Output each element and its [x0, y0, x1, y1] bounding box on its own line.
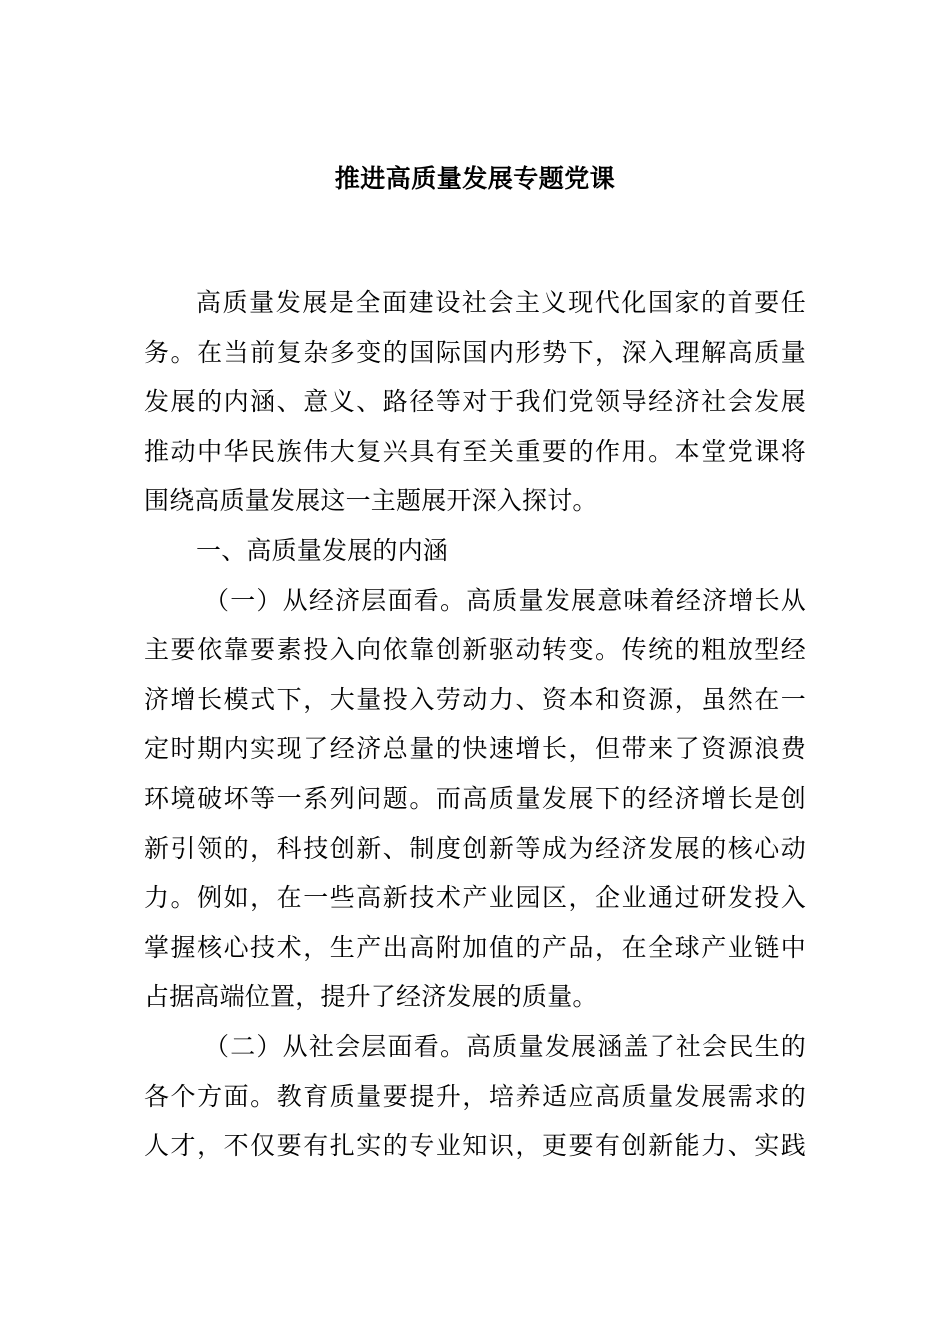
paragraph-line: 务。在当前复杂多变的国际国内形势下，深入理解高质量	[144, 337, 806, 367]
paragraph-line: 济增长模式下，大量投入劳动力、资本和资源，虽然在一	[144, 684, 806, 714]
paragraph-line: 环境破坏等一系列问题。而高质量发展下的经济增长是创	[144, 783, 806, 813]
paragraph-line: 各个方面。教育质量要提升，培养适应高质量发展需求的	[144, 1081, 806, 1111]
paragraph-line: 发展的内涵、意义、路径等对于我们党领导经济社会发展	[144, 387, 806, 417]
paragraph-line: 力。例如，在一些高新技术产业园区，企业通过研发投入	[144, 883, 806, 913]
document-title: 推进高质量发展专题党课	[334, 164, 616, 193]
paragraph-line: （二）从社会层面看。高质量发展涵盖了社会民生的	[204, 1031, 806, 1061]
paragraph-line: 围绕高质量发展这一主题展开深入探讨。	[144, 486, 598, 516]
paragraph-line: 定时期内实现了经济总量的快速增长，但带来了资源浪费	[144, 734, 806, 764]
paragraph-line: 人才，不仅要有扎实的专业知识，更要有创新能力、实践	[144, 1131, 806, 1161]
paragraph-line: 新引领的，科技创新、制度创新等成为经济发展的核心动	[144, 833, 806, 863]
paragraph-line: 占据高端位置，提升了经济发展的质量。	[144, 982, 598, 1012]
paragraph-line: （一）从经济层面看。高质量发展意味着经济增长从	[204, 585, 806, 615]
section-heading: 一、高质量发展的内涵	[196, 535, 449, 565]
paragraph-line: 高质量发展是全面建设社会主义现代化国家的首要任	[196, 288, 806, 317]
paragraph-line: 掌握核心技术，生产出高附加值的产品，在全球产业链中	[144, 932, 806, 962]
paragraph-line: 主要依靠要素投入向依靠创新驱动转变。传统的粗放型经	[144, 635, 806, 665]
document-body	[144, 278, 806, 1171]
paragraph-line: 推动中华民族伟大复兴具有至关重要的作用。本堂党课将	[144, 436, 806, 466]
